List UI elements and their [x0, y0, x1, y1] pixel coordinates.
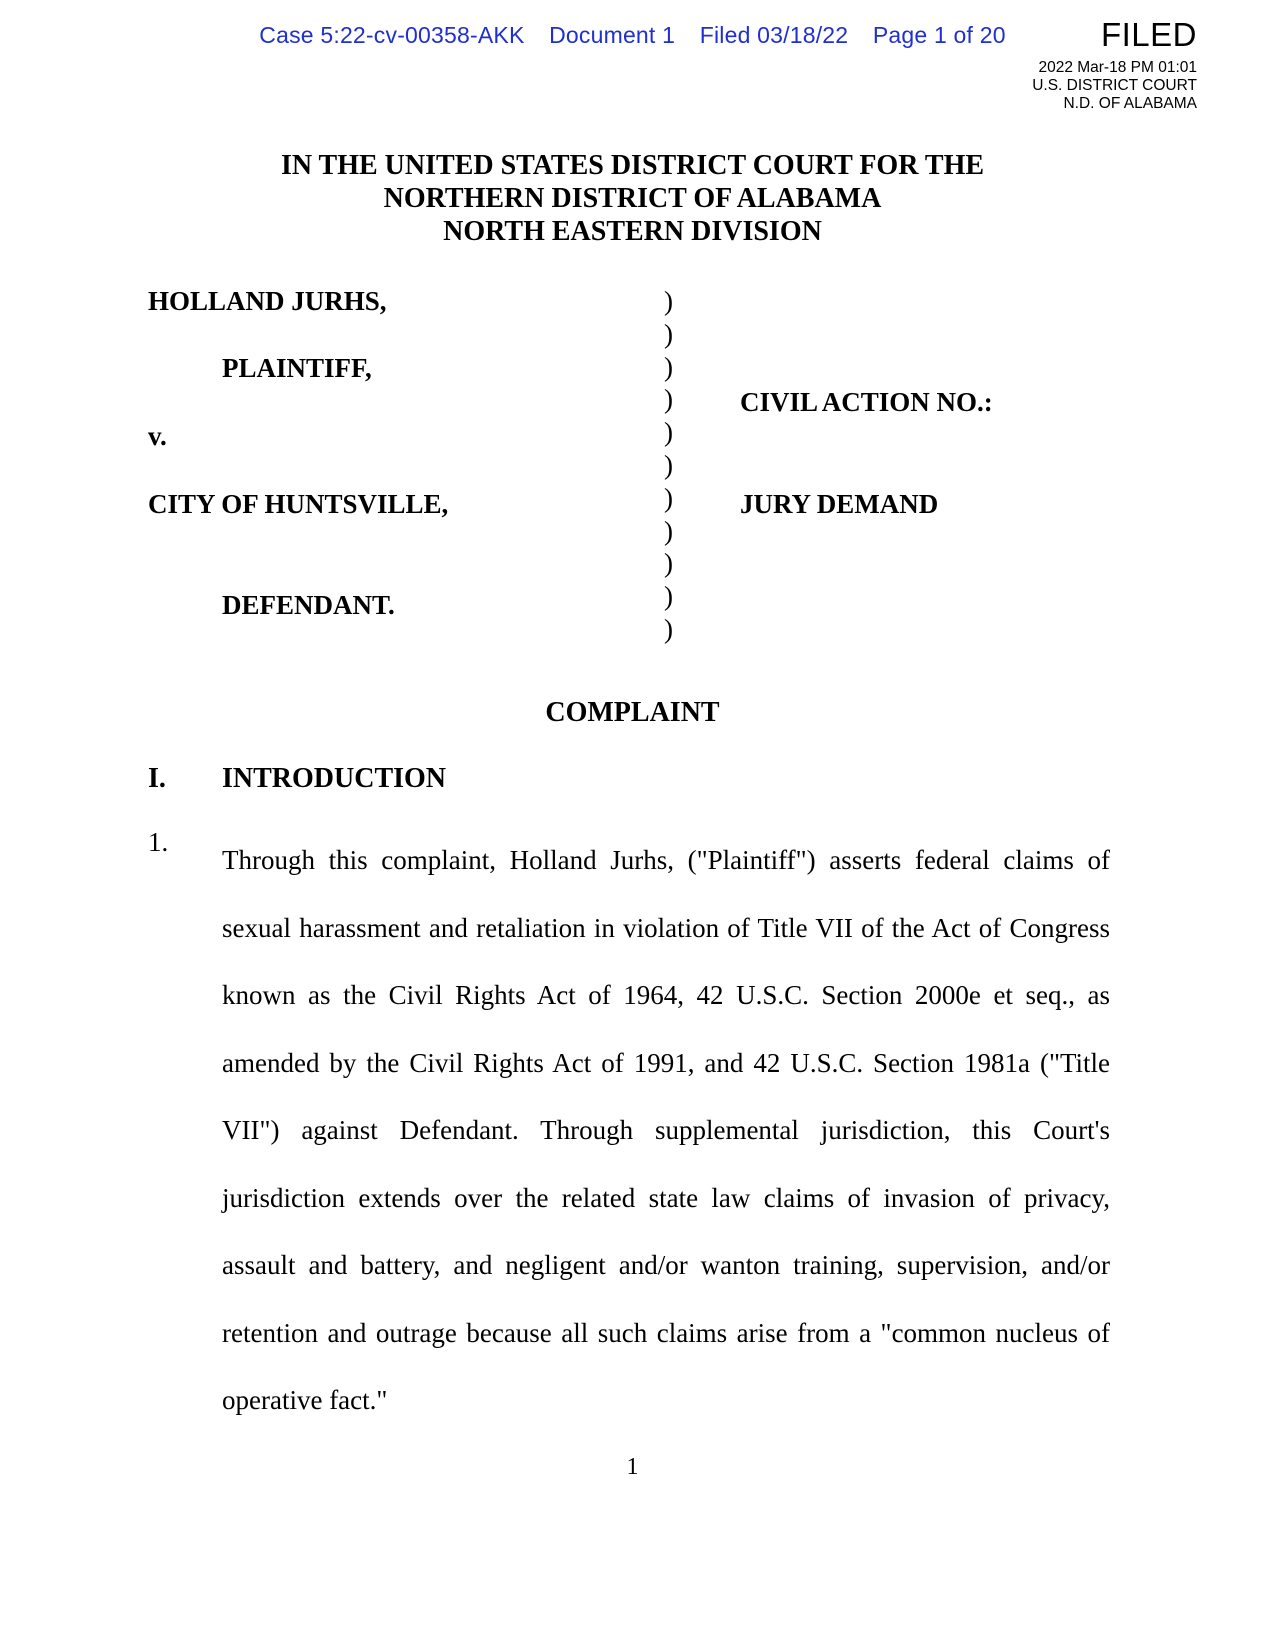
defendant-role: DEFENDANT.	[222, 590, 395, 620]
page-indicator: Page 1 of 20	[872, 22, 1006, 48]
document-title: COMPLAINT	[545, 697, 720, 728]
paren: )	[664, 286, 673, 316]
paren: )	[664, 384, 673, 415]
plaintiff-role: PLAINTIFF,	[222, 353, 372, 383]
filed-stamp	[1032, 18, 1197, 113]
paren: )	[664, 449, 673, 480]
versus: v.	[148, 421, 167, 451]
filed-court: U.S. DISTRICT COURT	[1032, 77, 1197, 94]
filed-date: Filed 03/18/22	[699, 22, 849, 48]
paren: )	[664, 548, 673, 579]
filed-label: FILED	[1100, 16, 1197, 53]
paren: )	[664, 318, 673, 349]
defendant-name: CITY OF HUNTSVILLE,	[148, 489, 449, 519]
paren: )	[664, 417, 673, 448]
court-heading-line-2: NORTHERN DISTRICT OF ALABAMA	[383, 183, 882, 214]
court-heading-line-1: IN THE UNITED STATES DISTRICT COURT FOR THE	[280, 150, 985, 181]
case-number: Case 5:22-cv-00358-AKK	[259, 22, 525, 48]
filed-district: N.D. OF ALABAMA	[1063, 95, 1197, 112]
paren: )	[664, 482, 673, 513]
caption-divider	[664, 285, 673, 646]
document-number: Document 1	[549, 22, 676, 48]
paren: )	[664, 581, 673, 612]
section-number: I.	[148, 763, 166, 794]
civil-action-number: CIVIL ACTION NO.:	[740, 387, 993, 417]
court-heading	[0, 149, 1265, 248]
section-heading: INTRODUCTION	[222, 763, 447, 794]
paren: )	[664, 351, 673, 382]
plaintiff-name: HOLLAND JURHS,	[148, 286, 387, 316]
paren: )	[664, 613, 673, 644]
jury-demand: JURY DEMAND	[740, 489, 939, 519]
paren: )	[664, 515, 673, 546]
paragraph-text: Through this complaint, Holland Jurhs, ("Plaintiff") asserts federal claims of sexual harassment and retaliation in violation of Title VII of the Act of Congress known as the Civil Rights Act of 1964, 42 U.S.C. Section 2000e et seq., as amended by the Civil Rights Act of 1991, and 42 U.S.C. Section 1981a ("Title VII") against Defendant. Through supplemental jurisdiction, this Court's jurisdiction extends over the related state law claims of invasion of privacy, assault and battery, and negligent and/or wanton training, supervision, and/or retention and outrage because all such claims arise from a "common nucleus of operative fact."	[222, 845, 1110, 1415]
paragraph-number: 1.	[148, 827, 169, 857]
court-heading-line-3: NORTH EASTERN DIVISION	[443, 216, 822, 247]
filed-datetime: 2022 Mar-18 PM 01:01	[1038, 59, 1197, 76]
page-number: 1	[626, 1454, 639, 1480]
